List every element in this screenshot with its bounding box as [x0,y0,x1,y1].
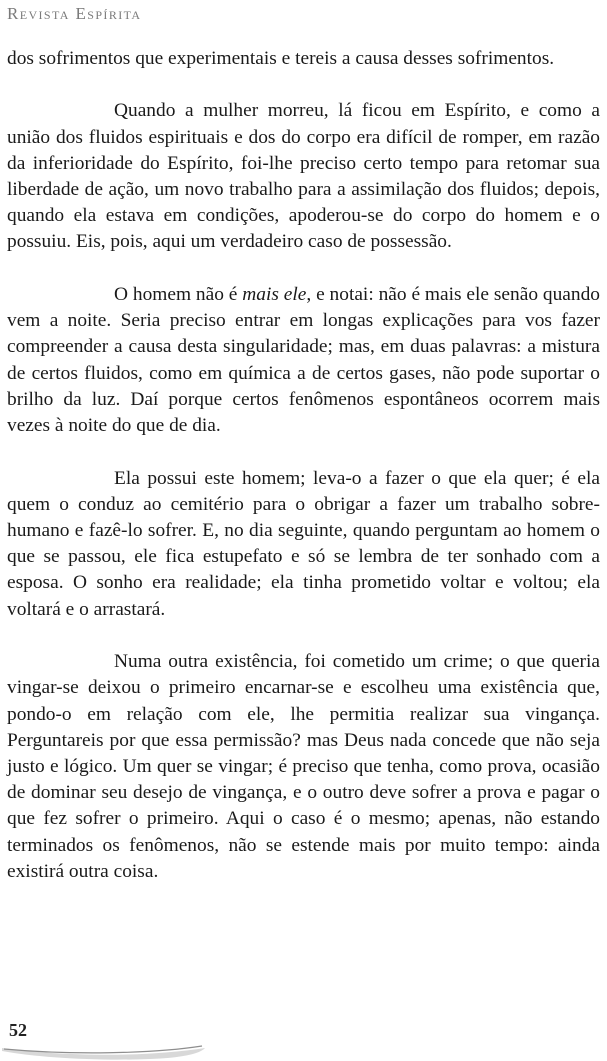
paragraph-text-before: O homem não é [114,284,243,305]
running-header: Revista Espírita [7,4,142,23]
paragraph-past-existence: Numa outra existência, foi cometido um crime; o que queria vingar-se deixou o primeiro encarnar-se e escolheu uma existência que, pondo-o em relação com ele, lhe permitia realizar sua vingança. Perguntareis por que essa permissão? mas Deus nada concede que não seja justo e lógico. Um quer se vingar; é preciso que tenha, como prova, ocasião de dominar seu desejo de vingança, e o outro deve sofrer a prova e pagar o que fez sofrer o primeiro. Aqui o caso é o mesmo; apenas, não estando terminados os fenômenos, não se estende mais por muito tempo: ainda existirá outra coisa. [7,651,600,882]
paragraph-night-possession [7,282,600,439]
footer-swoosh-ornament [0,1018,230,1061]
italic-emphasis: mais ele [242,284,307,305]
page-number: 52 [9,1020,27,1040]
page-body [7,46,600,885]
paragraph-continuation: dos sofrimentos que experimentais e tereis a causa desses sofrimentos. [7,48,555,69]
paragraph-cemetery: Ela possui este homem; leva-o a fazer o que ela quer; é ela quem o conduz ao cemitério para o obrigar a fazer um trabalho sobre-humano e fazê-lo sofrer. E, no dia seguinte, quando perguntam ao homem o que se passou, ele fica estupefato e só se lembra de ter sonhado com a esposa. O sonho era realidade; ela tinha prometido voltar e voltou; ela voltará e o arrastará. [7,467,600,620]
paragraph-death-of-wife: Quando a mulher morreu, lá ficou em Espírito, e como a união dos fluidos espirituais e dos do corpo era difícil de romper, em razão da inferioridade do Espírito, foi-lhe preciso certo tempo para retomar sua liberdade de ação, um novo trabalho para a assimilação dos fluidos; depois, quando ela estava em condições, apoderou-se do corpo do homem e o possuiu. Eis, pois, aqui um verdadeiro caso de possessão. [7,100,600,253]
paragraph-text-after: , e notai: não é mais ele senão quando vem a noite. Seria preciso entrar em longas explicações para vos fazer compreender a causa desta singularidade; mas, em duas palavras: a mistura de certos fluidos, como em química a de certos gases, não pode suportar o brilho da luz. Daí porque certos fenômenos espontâneos ocorrem mais vezes à noite do que de dia. [7,284,600,437]
